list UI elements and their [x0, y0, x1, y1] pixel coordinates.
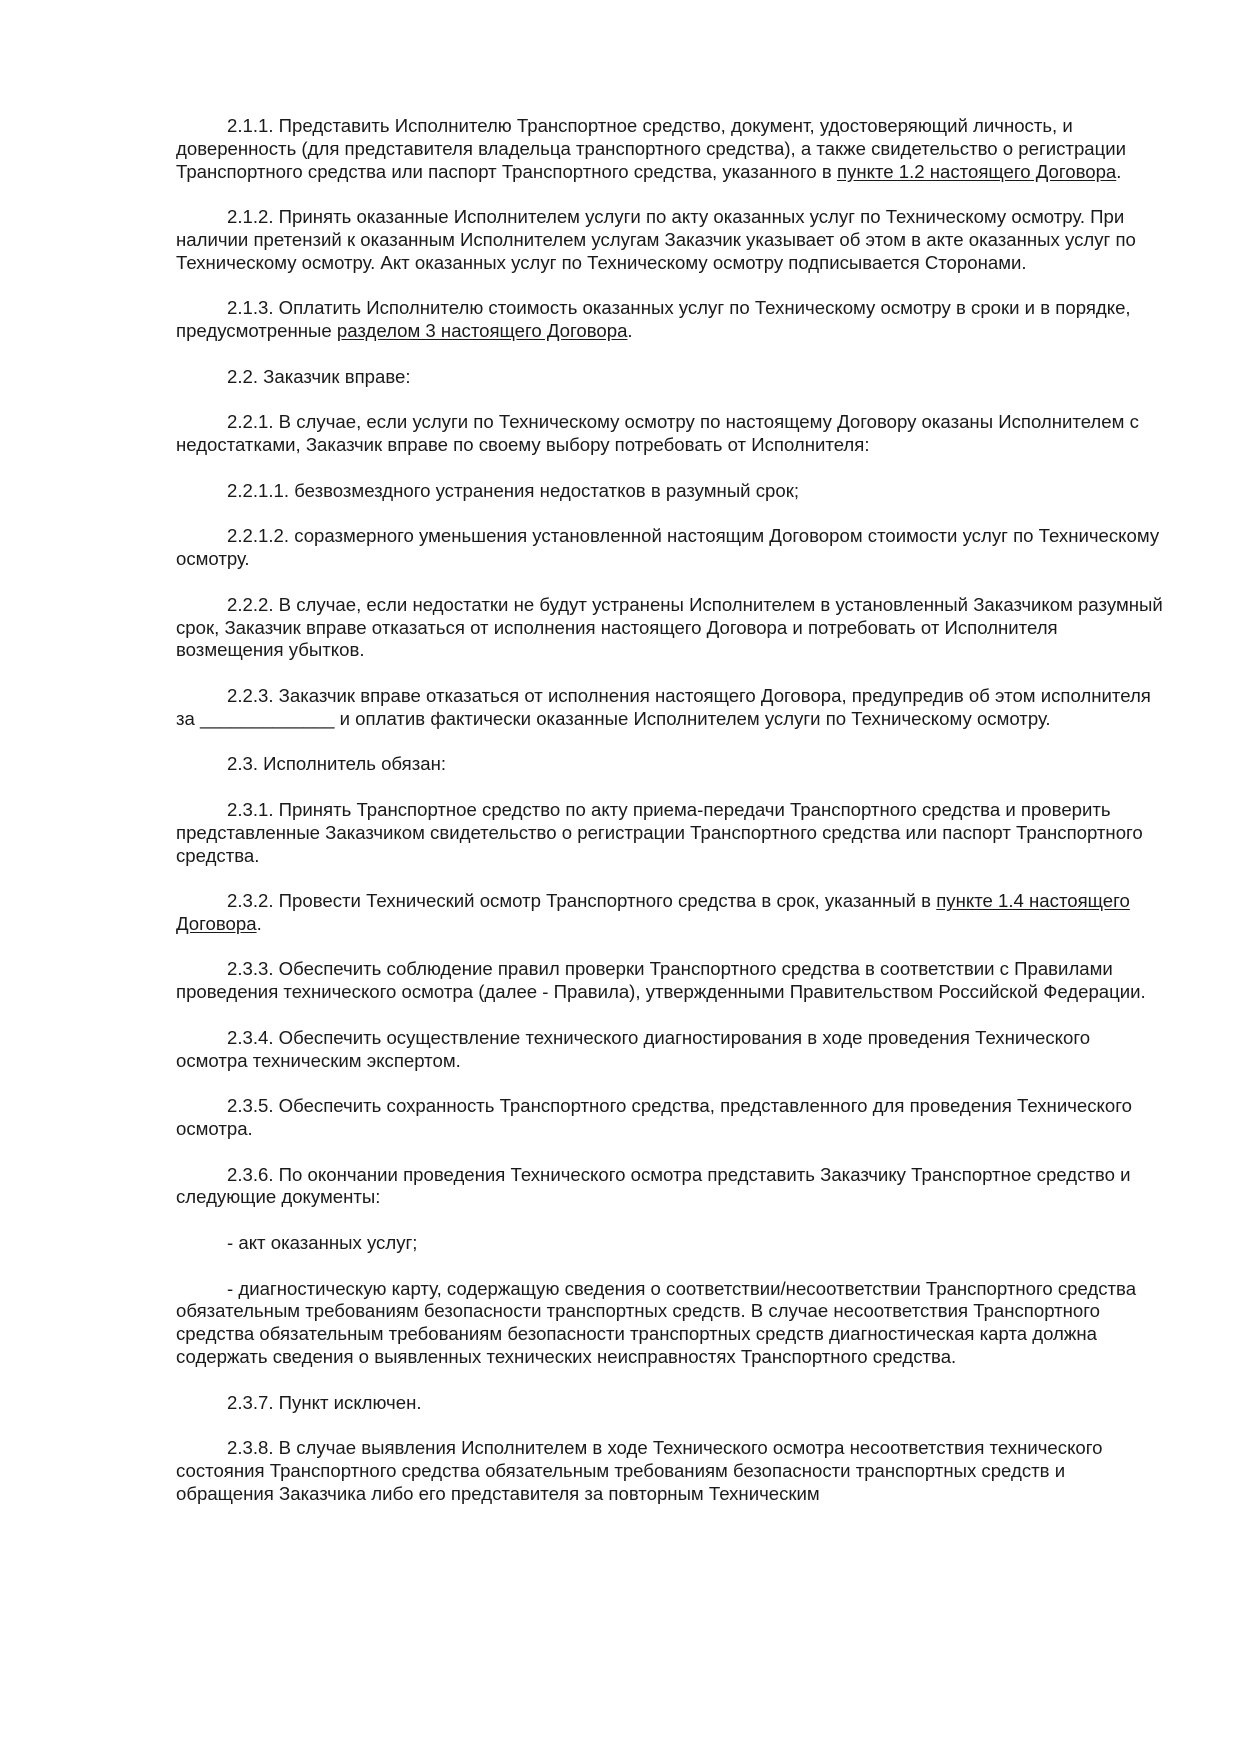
link-section-3[interactable]: разделом 3 настоящего Договора	[336, 320, 628, 342]
clause-2-3-3	[176, 958, 1166, 1004]
clause-text: 2.3.5. Обеспечить сохранность Транспортного средства, представленного для проведения Технического осмотра.	[176, 1095, 1132, 1140]
clause-2-3	[176, 753, 1166, 776]
clause-text: 2.3.3. Обеспечить соблюдение правил проверки Транспортного средства в соответствии с Правилами проведения технического осмотра (далее - Правила), утвержденными Правительством Российской Федерации.	[176, 958, 1146, 1003]
clause-2-3-1	[176, 799, 1166, 867]
clause-text: 2.3.7. Пункт исключен.	[227, 1391, 422, 1413]
clause-text-end: .	[1116, 160, 1122, 182]
clause-text: - акт оказанных услуг;	[227, 1232, 418, 1254]
clause-2-2-1	[176, 411, 1166, 457]
list-item-act	[176, 1232, 1166, 1255]
clause-text: 2.3.4. Обеспечить осуществление технического диагностирования в ходе проведения Технического осмотра техническим экспертом.	[176, 1026, 1091, 1071]
clause-2-2	[176, 366, 1166, 389]
clause-text: 2.3.1. Принять Транспортное средство по акту приема-передачи Транспортного средства и проверить представленные Заказчиком свидетельство о регистрации Транспортного средства или паспорт Транспортного средства.	[176, 798, 1143, 866]
clause-text-end: .	[627, 320, 633, 342]
clause-text: 2.2.2. В случае, если недостатки не будут устранены Исполнителем в установленный Заказчиком разумный срок, Заказчик вправе отказаться от исполнения настоящего Договора и потребовать от Исполнителя возмещения убытков.	[176, 593, 1163, 661]
list-item-diagnostic-card	[176, 1278, 1166, 1369]
clause-2-1-1	[176, 115, 1166, 183]
clause-text: 2.2.3. Заказчик вправе отказаться от исполнения настоящего Договора, предупредив об этом исполнителя за _____________ и оплатив фактически оказанные Исполнителем услуги по Техническому осмотру.	[176, 684, 1151, 729]
clause-2-2-1-2	[176, 525, 1166, 571]
clause-2-3-5	[176, 1095, 1166, 1141]
clause-text: 2.3. Исполнитель обязан:	[227, 753, 447, 775]
clause-2-3-2	[176, 890, 1166, 936]
clause-text-end: .	[256, 912, 262, 934]
link-clause-1-2[interactable]: пункте 1.2 настоящего Договора	[836, 160, 1117, 182]
clause-2-3-4	[176, 1027, 1166, 1073]
clause-2-2-2	[176, 594, 1166, 662]
clause-text: 2.1.3. Оплатить Исполнителю стоимость оказанных услуг по Техническому осмотру в сроки и в порядке, предусмотренные	[176, 297, 1131, 342]
link-clause-1-4[interactable]: пункте 1.4 настоящего Договора	[176, 890, 1130, 934]
clause-text: 2.2.1.2. соразмерного уменьшения установленной настоящим Договором стоимости услуг по Техническому осмотру.	[176, 525, 1160, 570]
clause-2-3-7	[176, 1392, 1166, 1415]
clause-text: - диагностическую карту, содержащую сведения о соответствии/несоответствии Транспортного средства обязательным требованиям безопасности транспортных средств. В случае несоответствия Транспортного средства обязательным требованиям безопасности транспортных средств диагностическая карта должна содержать сведения о выявленных технических неисправностях Транспортного средства.	[176, 1277, 1137, 1368]
clause-text: 2.1.1. Представить Исполнителю Транспортное средство, документ, удостоверяющий личность, и доверенность (для представителя владельца транспортного средства), а также свидетельство о регистрации Транспортного средства или паспорт Транспортного средства, указанного в	[176, 115, 1127, 182]
document-page	[176, 115, 1166, 1528]
clause-text: 2.2. Заказчик вправе:	[227, 365, 411, 387]
clause-text: 2.3.6. По окончании проведения Технического осмотра представить Заказчику Транспортное средство и следующие документы:	[176, 1163, 1131, 1208]
clause-2-3-8	[176, 1437, 1166, 1505]
clause-2-2-3	[176, 685, 1166, 731]
clause-2-1-3	[176, 297, 1166, 343]
clause-text: 2.3.2. Провести Технический осмотр Транспортного средства в срок, указанный в	[227, 890, 937, 912]
clause-text: 2.1.2. Принять оказанные Исполнителем услуги по акту оказанных услуг по Техническому осмотру. При наличии претензий к оказанным Исполнителем услугам Заказчик указывает об этом в акте оказанных услуг по Техническому осмотру. Акт оказанных услуг по Техническому осмотру подписывается Сторонами.	[176, 206, 1136, 273]
clause-2-2-1-1	[176, 480, 1166, 503]
clause-2-1-2	[176, 206, 1166, 274]
clause-2-3-6	[176, 1164, 1166, 1210]
clause-text: 2.2.1.1. безвозмездного устранения недостатков в разумный срок;	[227, 479, 800, 501]
clause-text: 2.3.8. В случае выявления Исполнителем в ходе Технического осмотра несоответствия технического состояния Транспортного средства обязательным требованиям безопасности транспортных средств и обращения Заказчика либо его представителя за повторным Техническим	[176, 1437, 1103, 1504]
clause-text: 2.2.1. В случае, если услуги по Техническому осмотру по настоящему Договору оказаны Исполнителем с недостатками, Заказчик вправе по своему выбору потребовать от Исполнителя:	[176, 411, 1139, 456]
